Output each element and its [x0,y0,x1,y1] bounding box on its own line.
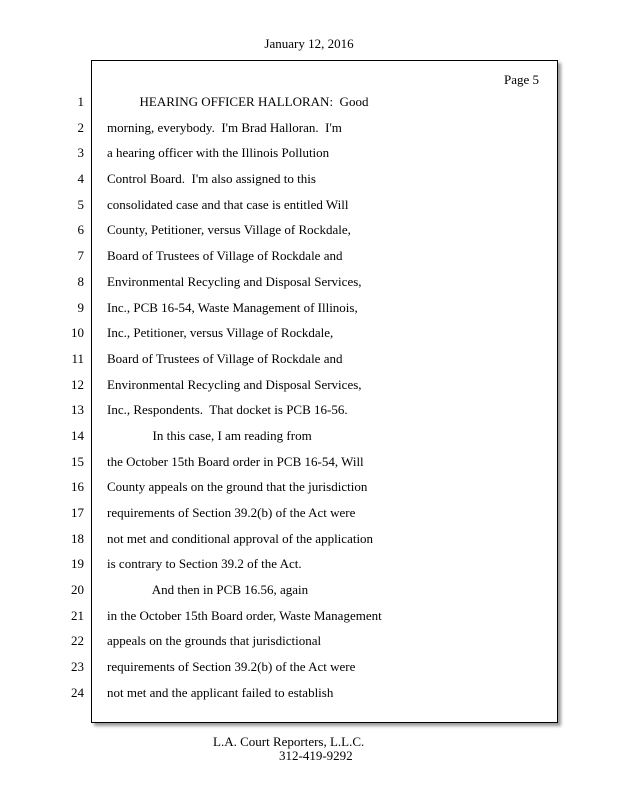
transcript-line: the October 15th Board order in PCB 16-54, Will [107,453,364,469]
transcript-line: in the October 15th Board order, Waste Management [107,607,382,623]
transcript-line: Inc., PCB 16-54, Waste Management of Illinois, [107,299,358,315]
line-number: 22 [71,633,84,649]
line-number: 11 [71,350,84,366]
line-number: 19 [71,556,84,572]
line-number: 15 [71,453,84,469]
line-number: 6 [77,222,84,238]
transcript-line: Environmental Recycling and Disposal Services, [107,273,362,289]
footer-company: L.A. Court Reporters, L.L.C. [213,734,365,749]
transcript-line: not met and the applicant failed to establish [107,684,334,700]
transcript-line: requirements of Section 39.2(b) of the Act were [107,505,356,520]
line-number: 10 [71,325,84,341]
transcript-line: Board of Trustees of Village of Rockdale and [107,248,343,264]
line-number: 13 [71,402,84,418]
line-number: 7 [77,248,84,264]
transcript-line: And then in PCB 16.56, again [107,582,309,598]
line-number: 17 [71,505,84,520]
line-number: 16 [71,479,84,495]
transcript-text [107,93,547,710]
transcript-line: is contrary to Section 39.2 of the Act. [107,556,302,572]
footer-phone: 312-419-9292 [279,748,353,763]
line-number: 14 [71,427,84,443]
header-date: January 12, 2016 [264,36,354,51]
transcript-line: Inc., Petitioner, versus Village of Rockdale, [107,325,334,341]
transcript-line: not met and conditional approval of the application [107,530,374,546]
line-number: 21 [71,607,84,623]
transcript-line: In this case, I am reading from [107,427,312,443]
line-number: 12 [71,376,84,392]
transcript-line: appeals on the grounds that jurisdictional [107,633,322,649]
transcript-line: HEARING OFFICER HALLORAN: Good [107,94,369,109]
page-number: Page 5 [503,72,539,87]
transcript-line: County appeals on the ground that the jurisdiction [107,479,368,495]
transcript-line: requirements of Section 39.2(b) of the Act were [107,659,356,675]
transcript-line: Control Board. I'm also assigned to this [107,171,316,187]
line-number: 8 [77,273,84,289]
line-number: 23 [71,659,84,675]
line-number: 20 [71,582,84,598]
line-number: 4 [77,171,84,187]
line-number: 18 [71,530,84,546]
line-number: 1 [77,94,84,109]
transcript-line: Board of Trustees of Village of Rockdale and [107,350,343,366]
line-number: 2 [77,119,84,135]
transcript-line: consolidated case and that case is entitled Will [107,196,349,212]
line-number: 3 [77,145,84,161]
line-number: 5 [77,196,84,212]
line-number: 9 [77,299,84,315]
transcript-line: Environmental Recycling and Disposal Services, [107,376,362,392]
line-number: 24 [71,684,84,700]
transcript-line: County, Petitioner, versus Village of Rockdale, [107,222,351,238]
transcript-line: a hearing officer with the Illinois Pollution [107,145,330,161]
line-number-column [60,93,84,710]
transcript-line: morning, everybody. I'm Brad Halloran. I'm [107,119,342,135]
transcript-line: Inc., Respondents. That docket is PCB 16-56. [107,402,348,418]
